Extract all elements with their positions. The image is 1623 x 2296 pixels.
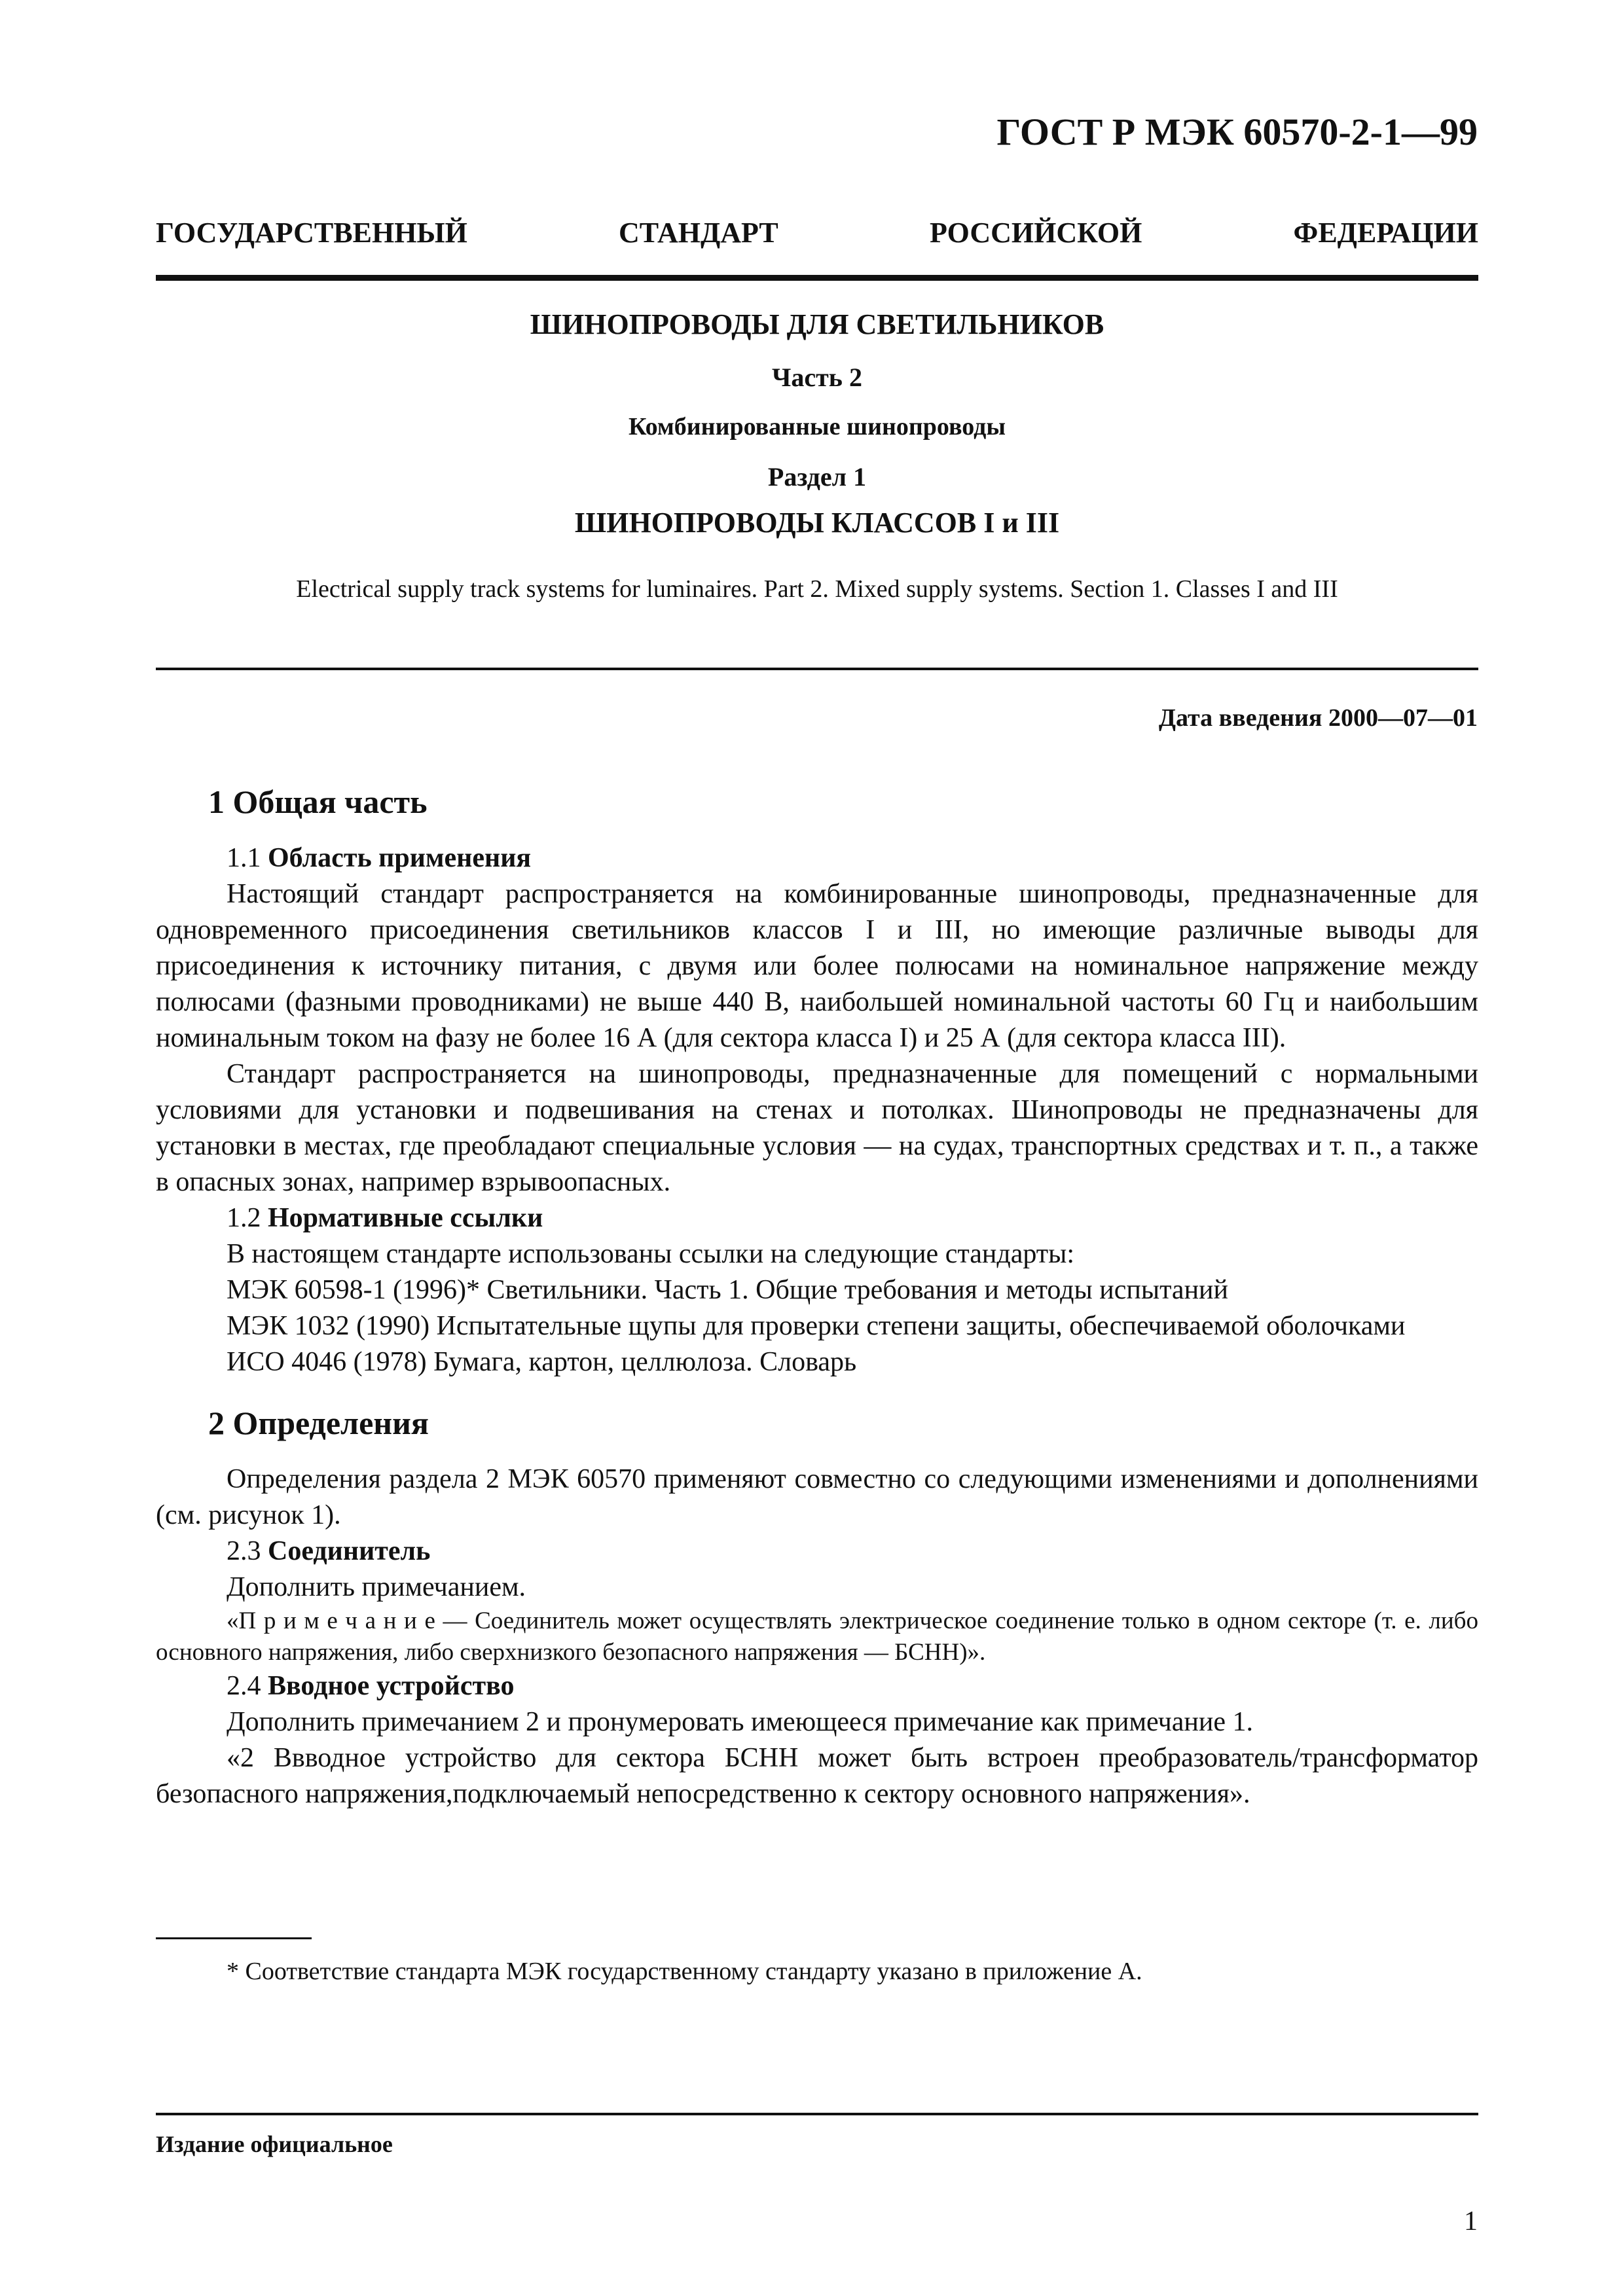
reference-item: МЭК 1032 (1990) Испытательные щупы для проверки степени защиты, обеспечиваемой оболочками — [227, 1311, 1406, 1341]
subsection-number: 1.1 — [227, 843, 261, 873]
section-1-heading: 1 Общая часть — [208, 783, 428, 820]
footnote: * Соответствие стандарта МЭК государственному стандарту указано в приложение А. — [227, 1958, 1142, 1985]
subsection-1-2 — [156, 1200, 1478, 1236]
paragraph: Настоящий стандарт распространяется на комбинированные шинопроводы, предназначенные для одновременного присоединения светильников классов I и III, но имеющие различные выводы для присоединения к источнику питания, с двумя или более полюсами на номинальное напряжение между полюсами (фазными проводниками) не выше 440 В, наибольшей номинальной частоты 60 Гц и наибольшим номинальным током на фазу не более 16 А (для сектора класса I) и 25 А (для сектора класса III). — [156, 879, 1478, 1053]
subsection-title: Нормативные ссылки — [268, 1203, 543, 1233]
header-rule — [156, 275, 1478, 281]
title-main: ШИНОПРОВОДЫ ДЛЯ СВЕТИЛЬНИКОВ — [530, 308, 1104, 340]
subsection-2-3 — [156, 1534, 1478, 1570]
reference-item: МЭК 60598-1 (1996)* Светильники. Часть 1. Общие требования и методы испытаний — [227, 1275, 1229, 1305]
state-standard-banner: ГОСУДАРСТВЕННЫЙ СТАНДАРТ РОССИЙСКОЙ ФЕДЕРАЦИИ — [156, 217, 1478, 249]
subsection-title: Вводное устройство — [268, 1671, 515, 1701]
footer-rule — [156, 2113, 1478, 2115]
paragraph: Определения раздела 2 МЭК 60570 применяют совместно со следующими изменениями и дополнениями (см. рисунок 1). — [156, 1464, 1478, 1530]
reference-item: ИСО 4046 (1978) Бумага, картон, целлюлоза. Словарь — [227, 1347, 857, 1377]
document-body — [156, 779, 1478, 1812]
footnote-rule — [156, 1937, 312, 1939]
paragraph: Стандарт распространяется на шинопроводы, предназначенные для помещений с нормальными условиями для установки и подвешивания на стенах и потолках. Шинопроводы не предназначены для установки в местах, где преобладают специальные условия — на судах, транспортных средствах и т. п., а также в опасных зонах, например взрывоопасных. — [156, 1059, 1478, 1197]
document-number: ГОСТ Р МЭК 60570-2-1—99 — [996, 111, 1478, 153]
subsection-2-4 — [156, 1668, 1478, 1704]
edition-label: Издание официальное — [156, 2131, 393, 2157]
paragraph: Дополнить примечанием 2 и пронумеровать имеющееся примечание как примечание 1. — [227, 1707, 1253, 1737]
title-section: Раздел 1 — [767, 462, 867, 492]
paragraph: «2 Ввводное устройство для сектора БСНН может быть встроен преобразователь/трансформатор безопасного напряжения,подключаемый непосредственно к сектору основного напряжения». — [156, 1743, 1478, 1809]
subsection-1-1 — [156, 840, 1478, 876]
paragraph: В настоящем стандарте использованы ссылки на следующие стандарты: — [227, 1239, 1075, 1269]
subsection-title: Область применения — [268, 843, 532, 873]
title-rule — [156, 668, 1478, 670]
title-part: Часть 2 — [772, 363, 862, 392]
subsection-title: Соединитель — [268, 1536, 431, 1566]
title-section-name: ШИНОПРОВОДЫ КЛАССОВ I и III — [574, 507, 1060, 539]
title-part-name: Комбинированные шинопроводы — [628, 413, 1006, 440]
subsection-number: 1.2 — [227, 1203, 261, 1233]
paragraph: Дополнить примечанием. — [227, 1572, 526, 1602]
subsection-number: 2.4 — [227, 1671, 261, 1701]
introduction-date: Дата введения 2000—07—01 — [1158, 704, 1478, 732]
page-number: 1 — [1464, 2206, 1478, 2236]
section-2-heading: 2 Определения — [208, 1405, 429, 1441]
note-paragraph: «П р и м е ч а н и е — Соединитель может осуществлять электрическое соединение только в одном секторе (т. е. либо основного напряжения, либо сверхнизкого безопасного напряжения — БСНН)». — [156, 1607, 1478, 1666]
subsection-number: 2.3 — [227, 1536, 261, 1566]
english-title: Electrical supply track systems for luminaires. Part 2. Mixed supply systems. Section 1. Classes I and III — [296, 575, 1338, 603]
